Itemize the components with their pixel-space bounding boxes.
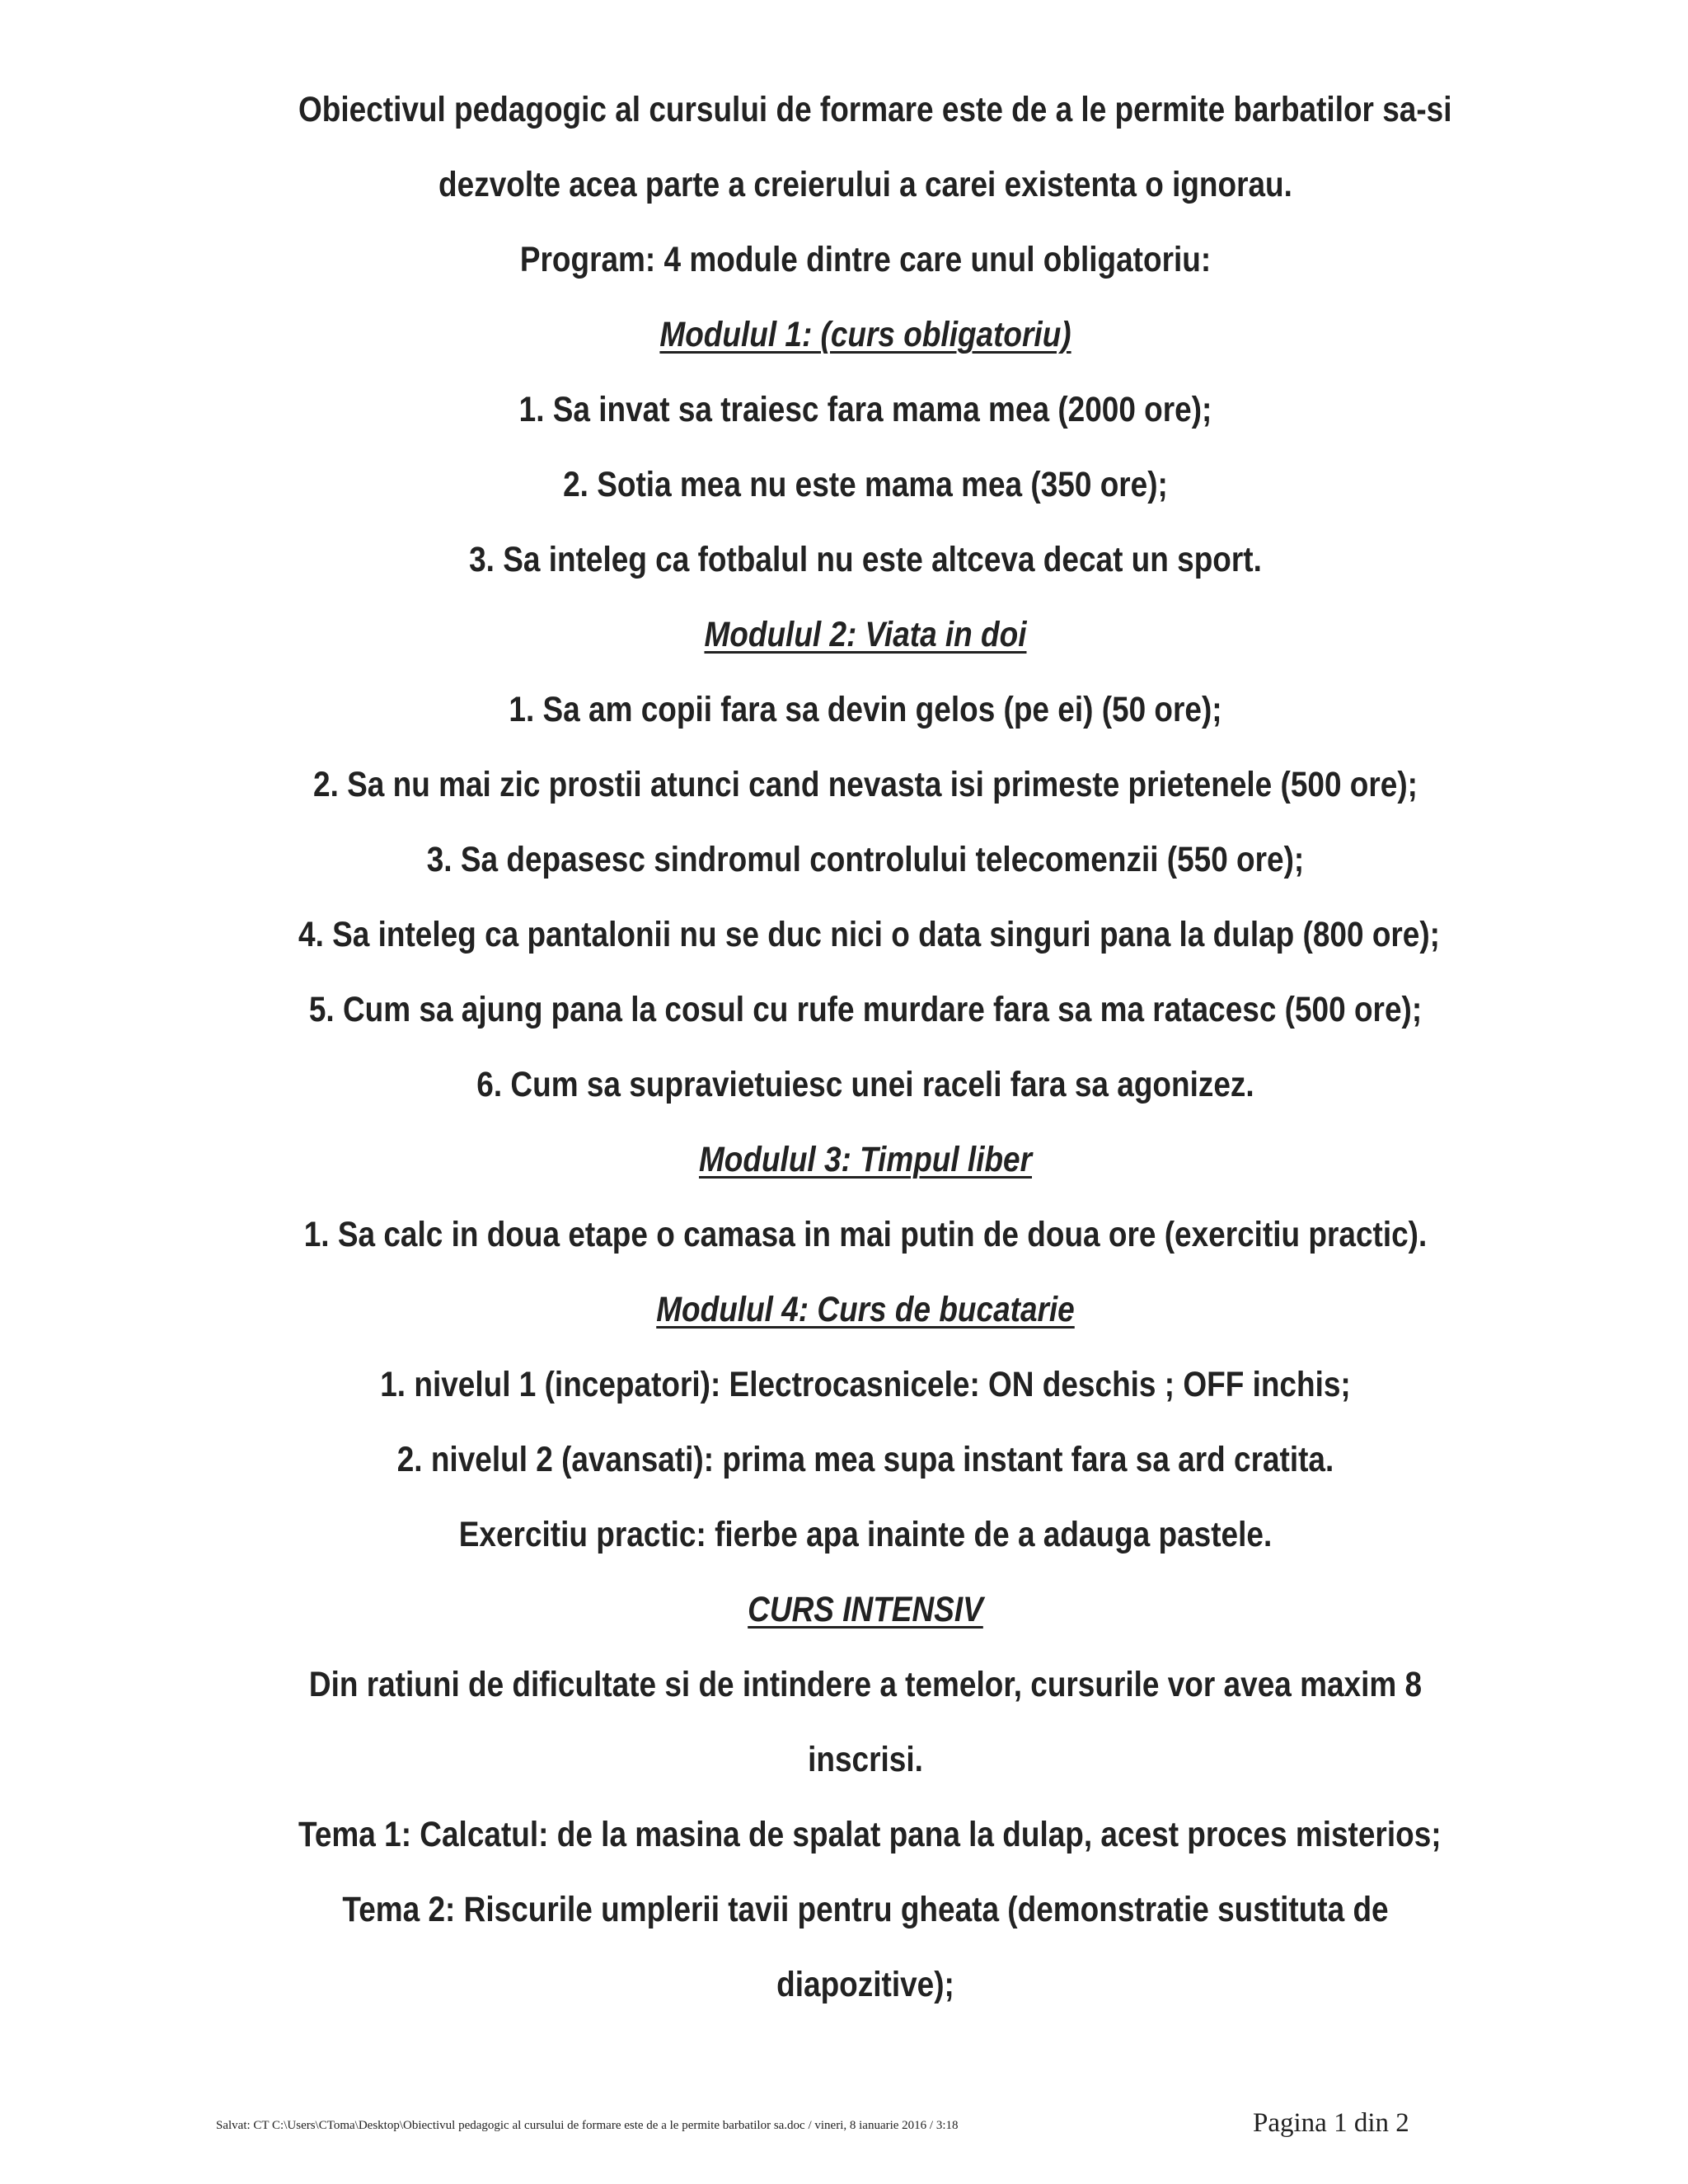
module-3-item-1: 1. Sa calc in doua etape o camasa in mai putin de doua ore (exercitiu practic). bbox=[303, 1215, 1428, 1254]
module-1-heading: Modulul 1: (curs obligatoriu) bbox=[659, 315, 1071, 354]
theme-1-line: Tema 1: Calcatul: de la masina de spalat pana la dulap, acest proces misterios; bbox=[298, 1815, 1442, 1854]
theme-2-line-2: diapozitive); bbox=[776, 1965, 954, 2004]
module-4-heading: Modulul 4: Curs de bucatarie bbox=[656, 1290, 1075, 1329]
document-body bbox=[298, 73, 1452, 2022]
module-1-item-2: 2. Sotia mea nu este mama mea (350 ore); bbox=[563, 465, 1168, 504]
module-1-item-3: 3. Sa inteleg ca fotbalul nu este altceva decat un sport. bbox=[469, 540, 1262, 579]
intensive-line-2: inscrisi. bbox=[808, 1740, 923, 1779]
module-2-item-2: 2. Sa nu mai zic prostii atunci cand nevasta isi primeste prietenele (500 ore); bbox=[313, 765, 1418, 804]
module-3-heading: Modulul 3: Timpul liber bbox=[698, 1140, 1033, 1179]
module-2-item-3: 3. Sa depasesc sindromul controlului telecomenzii (550 ore); bbox=[426, 840, 1305, 879]
module-2-item-1: 1. Sa am copii fara sa devin gelos (pe ei) (50 ore); bbox=[509, 690, 1222, 729]
module-2-heading: Modulul 2: Viata in doi bbox=[704, 615, 1027, 654]
module-4-item-2: 2. nivelul 2 (avansati): prima mea supa instant fara sa ard cratita. bbox=[396, 1440, 1334, 1479]
intensive-course-heading: CURS INTENSIV bbox=[748, 1590, 983, 1629]
module-2-item-4: 4. Sa inteleg ca pantalonii nu se duc nici o data singuri pana la dulap (800 ore); bbox=[298, 915, 1441, 954]
module-4-practice: Exercitiu practic: fierbe apa inainte de a adauga pastele. bbox=[458, 1515, 1273, 1554]
module-4-item-1: 1. nivelul 1 (incepatori): Electrocasnicele: ON deschis ; OFF inchis; bbox=[380, 1365, 1351, 1404]
module-2-item-6: 6. Cum sa supravietuiesc unei raceli fara sa agonizez. bbox=[476, 1065, 1254, 1104]
intensive-line-1: Din ratiuni de dificultate si de intindere a temelor, cursurile vor avea maxim 8 bbox=[308, 1665, 1423, 1704]
intro-line-1: Obiectivul pedagogic al cursului de formare este de a le permite barbatilor sa-si bbox=[298, 90, 1452, 129]
intro-line-2: dezvolte acea parte a creierului a carei existenta o ignorau. bbox=[438, 165, 1292, 204]
theme-2-line-1: Tema 2: Riscurile umplerii tavii pentru gheata (demonstratie sustituta de bbox=[342, 1890, 1389, 1929]
program-line: Program: 4 module dintre care unul obligatoriu: bbox=[519, 240, 1212, 279]
module-1-item-1: 1. Sa invat sa traiesc fara mama mea (2000 ore); bbox=[518, 390, 1212, 429]
footer-page-number: Pagina 1 din 2 bbox=[1253, 2108, 1409, 2138]
module-2-item-5: 5. Cum sa ajung pana la cosul cu rufe murdare fara sa ma ratacesc (500 ore); bbox=[308, 990, 1423, 1029]
footer-saved-path: Salvat: CT C:\Users\CToma\Desktop\Obiectivul pedagogic al cursului de formare este de a le permite barbatilor sa.doc / vineri, 8 ianuarie 2016 / 3:18 bbox=[216, 2119, 959, 2132]
